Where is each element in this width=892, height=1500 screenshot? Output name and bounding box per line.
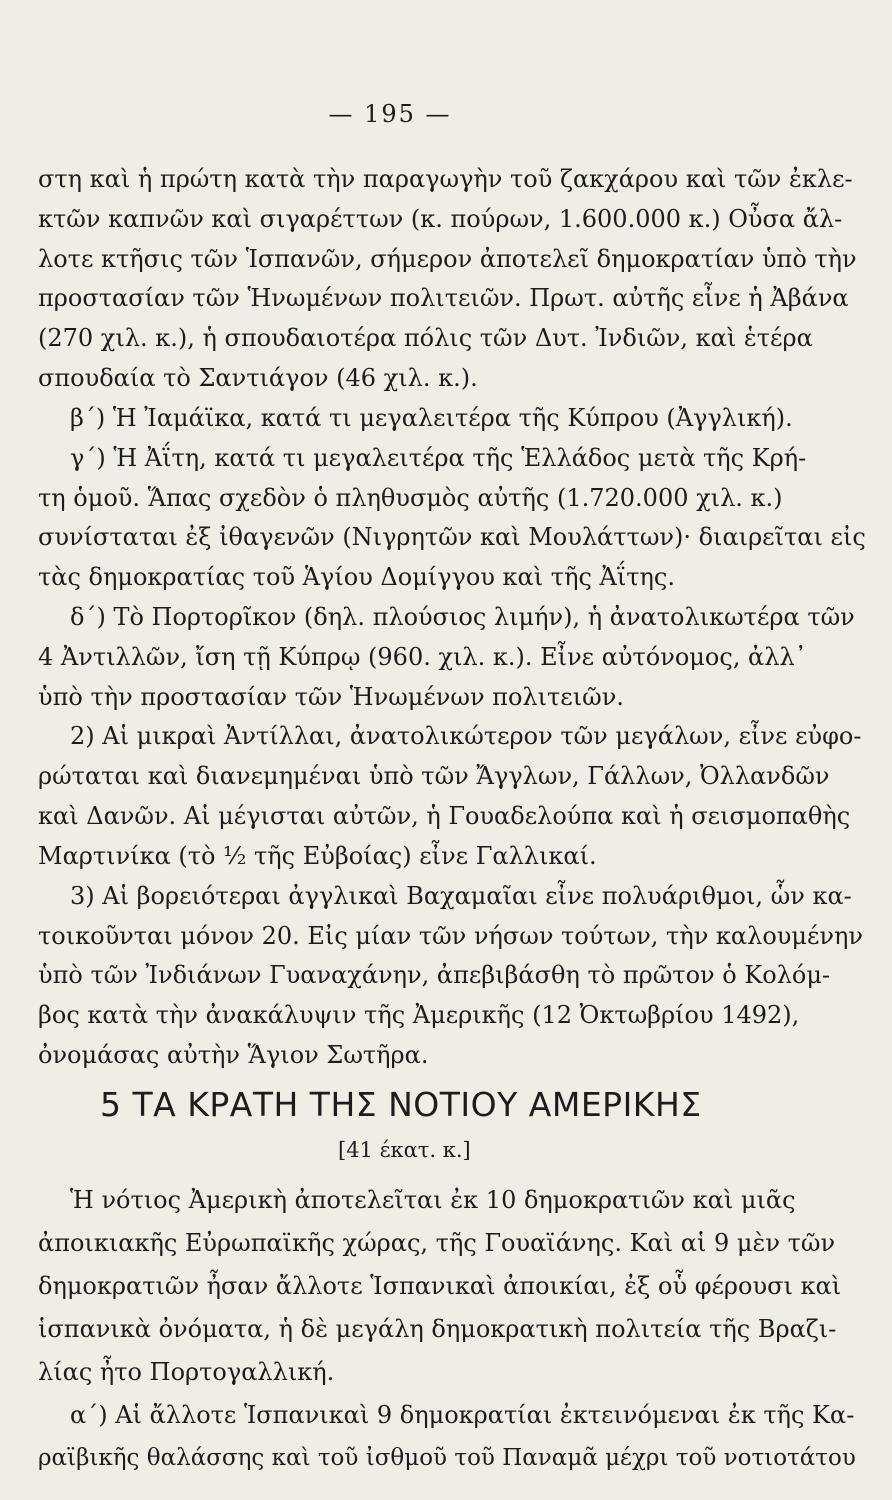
text-line: Ἡ νότιος Ἀμερικὴ ἀποτελεῖται ἐκ 10 δημοκρατιῶν καὶ μιᾶς: [70, 1186, 796, 1214]
text-line: σπουδαία τὸ Σαντιάγον (46 χιλ. κ.).: [38, 364, 478, 392]
text-line: στη καὶ ἡ πρώτη κατὰ τὴν παραγωγὴν τοῦ ζακχάρου καὶ τῶν ἐκλε-: [38, 165, 853, 193]
text-line: βος κατὰ τὴν ἀνακάλυψιν τῆς Ἀμερικῆς (12 Ὀκτωβρίου 1492),: [38, 1001, 800, 1029]
page-number: — 195 —: [328, 100, 452, 128]
text-line: δημοκρατιῶν ἦσαν ἄλλοτε Ἱσπανικαὶ ἀποικίαι, ἐξ οὗ φέρουσι καὶ: [38, 1272, 842, 1300]
text-line: δ΄) Τὸ Πορτορῖκον (δηλ. πλούσιος λιμήν), ἡ ἀνατολικωτέρα τῶν: [70, 603, 855, 631]
section-heading: 5 ΤΑ ΚΡΑΤΗ ΤΗΣ ΝΟΤΙΟΥ ΑΜΕΡΙΚΗΣ: [100, 1085, 702, 1124]
text-line: α΄) Αἱ ἄλλοτε Ἱσπανικαὶ 9 δημοκρατίαι ἐκτεινόμεναι ἐκ τῆς Κα-: [70, 1401, 855, 1429]
text-line: προστασίαν τῶν Ἡνωμένων πολιτειῶν. Πρωτ. αὐτῆς εἶνε ἡ Ἀβάνα: [38, 284, 849, 312]
text-line: Μαρτινίκα (τὸ ½ τῆς Εὐβοίας) εἶνε Γαλλικαί.: [38, 842, 597, 870]
text-line: καὶ Δανῶν. Αἱ μέγισται αὐτῶν, ἡ Γουαδελούπα καὶ ἡ σεισμοπαθὴς: [38, 802, 851, 830]
text-line: ὑπὸ τῶν Ἰνδιάνων Γυαναχάνην, ἀπεβιβάσθη τὸ πρῶτον ὁ Κολόμ-: [38, 961, 831, 989]
text-line: τὰς δημοκρατίας τοῦ Ἁγίου Δομίγγου καὶ τῆς Ἀΐτης.: [38, 563, 675, 591]
text-line: β΄) Ἡ Ἰαμάϊκα, κατά τι μεγαλειτέρα τῆς Κύπρου (Ἀγγλική).: [70, 404, 793, 432]
text-line: ρώταται καὶ διανεμημέναι ὑπὸ τῶν Ἄγγλων, Γάλλων, Ὀλλανδῶν: [38, 762, 830, 790]
section-subheading: [41 έκατ. κ.]: [338, 1138, 471, 1162]
text-line: 2) Αἱ μικραὶ Ἀντίλλαι, ἀνατολικώτερον τῶν μεγάλων, εἶνε εὐφο-: [70, 722, 862, 750]
text-line: λοτε κτῆσις τῶν Ἱσπανῶν, σήμερον ἀποτελεῖ δημοκρατίαν ὑπὸ τὴν: [38, 245, 857, 273]
text-line: συνίσταται ἐξ ἰθαγενῶν (Νιγρητῶν καὶ Μουλάττων)· διαιρεῖται εἰς: [38, 523, 866, 551]
text-line: 3) Αἱ βορειότεραι ἀγγλικαὶ Βαχαμαῖαι εἶνε πολυάριθμοι, ὧν κα-: [70, 882, 852, 910]
text-line: κτῶν καπνῶν καὶ σιγαρέττων (κ. πούρων, 1.600.000 κ.) Οὖσα ἄλ-: [38, 205, 843, 233]
text-line: ἱσπανικὰ ὀνόματα, ἡ δὲ μεγάλη δημοκρατικὴ πολιτεία τῆς Βραζι-: [38, 1315, 837, 1343]
text-line: ὀνομάσας αὐτὴν Ἅγιον Σωτῆρα.: [38, 1041, 429, 1069]
text-line: γ΄) Ἡ Ἀΐτη, κατά τι μεγαλειτέρα τῆς Ἑλλάδος μετὰ τῆς Κρή-: [70, 444, 807, 472]
text-line: (270 χιλ. κ.), ἡ σπουδαιοτέρα πόλις τῶν Δυτ. Ἰνδιῶν, καὶ ἑτέρα: [38, 324, 813, 352]
text-line: ὑπὸ τὴν προστασίαν τῶν Ἡνωμένων πολιτειῶν.: [38, 683, 624, 711]
text-line: λίας ἦτο Πορτογαλλική.: [38, 1358, 335, 1386]
text-line: τη ὁμοῦ. Ἅπας σχεδὸν ὁ πληθυσμὸς αὐτῆς (1.720.000 χιλ. κ.): [38, 484, 783, 512]
text-line: 4 Ἀντιλλῶν, ἴση τῇ Κύπρῳ (960. χιλ. κ.). Εἶνε αὐτόνομος, ἀλλ᾽: [38, 643, 807, 671]
text-line: ραϊβικῆς θαλάσσης καὶ τοῦ ἰσθμοῦ τοῦ Παναμᾶ μέχρι τοῦ νοτιοτάτου: [38, 1445, 856, 1471]
text-line: τοικοῦνται μόνον 20. Εἰς μίαν τῶν νήσων τούτων, τὴν καλουμένην: [38, 922, 863, 950]
text-line: ἀποικιακῆς Εὐρωπαϊκῆς χώρας, τῆς Γουαϊάνης. Καὶ αἱ 9 μὲν τῶν: [38, 1229, 836, 1257]
